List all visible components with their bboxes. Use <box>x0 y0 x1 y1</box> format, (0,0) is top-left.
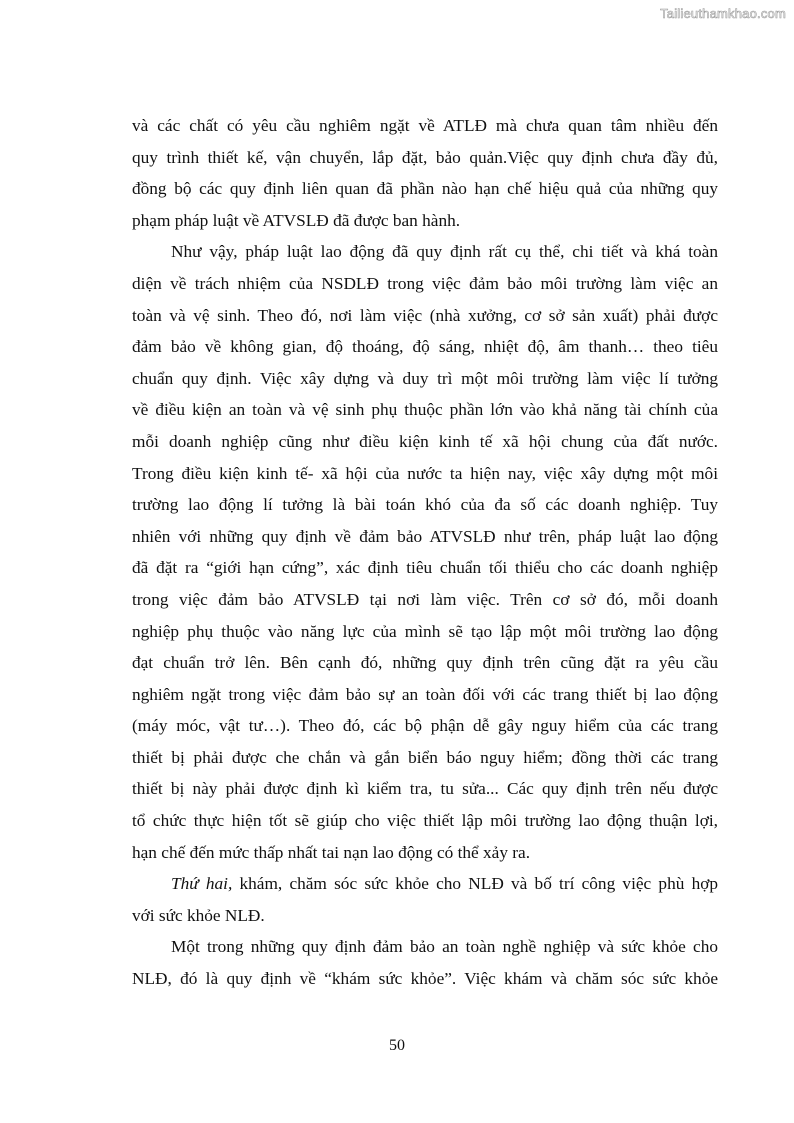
text-line: trong việc đảm bảo ATVSLĐ tại nơi làm việc. Trên cơ sở đó, mỗi doanh <box>132 589 718 609</box>
paragraph-1 <box>132 110 718 236</box>
text-line: (máy móc, vật tư…). Theo đó, các bộ phận dễ gây nguy hiểm của các trang <box>132 716 718 736</box>
text-line: đạt chuẩn trở lên. Bên cạnh đó, những quy định trên cũng đặt ra yêu cầu <box>132 653 718 673</box>
text-line: thiết bị này phải được định kì kiểm tra, tu sửa... Các quy định trên nếu được <box>132 779 718 799</box>
text-line: hạn chế đến mức thấp nhất tai nạn lao động có thể xảy ra. <box>132 842 531 862</box>
text-line: đảm bảo về không gian, độ thoáng, độ sáng, nhiệt độ, âm thanh… theo tiêu <box>132 337 718 357</box>
text-line: tổ chức thực hiện tốt sẽ giúp cho việc thiết lập môi trường lao động thuận lợi, <box>132 811 718 831</box>
text-line: chuẩn quy định. Việc xây dựng và duy trì một môi trường làm việc lí tưởng <box>132 368 718 388</box>
text-line: quy trình thiết kế, vận chuyển, lắp đặt, bảo quản.Việc quy định chưa đầy đủ, <box>132 147 718 167</box>
text-line: NLĐ, đó là quy định về “khám sức khỏe”. Việc khám và chăm sóc sức khỏe <box>132 969 718 989</box>
text-line: nhiên với những quy định về đảm bảo ATVSLĐ như trên, pháp luật lao động <box>132 526 718 546</box>
text-line: diện về trách nhiệm của NSDLĐ trong việc đảm bảo môi trường làm việc an <box>132 273 718 293</box>
text-line: nghiệp phụ thuộc vào năng lực của mình sẽ tạo lập một môi trường lao động <box>132 621 718 641</box>
text-line: về điều kiện an toàn và vệ sinh phụ thuộc phần lớn vào khả năng tài chính của <box>132 400 718 420</box>
watermark-text: Tailieuthamkhao.com <box>660 6 786 21</box>
italic-lead: Thứ hai, <box>171 874 233 894</box>
page-number: 50 <box>389 1037 405 1054</box>
text-line: với sức khỏe NLĐ. <box>132 905 265 925</box>
text-line: phạm pháp luật về ATVSLĐ đã được ban hành. <box>132 210 461 230</box>
text-line: trường lao động lí tưởng là bài toán khó của đa số các doanh nghiệp. Tuy <box>132 495 718 515</box>
text-line: toàn và vệ sinh. Theo đó, nơi làm việc (nhà xưởng, cơ sở sản xuất) phải được <box>132 305 718 325</box>
text-line: thiết bị phải được che chắn và gắn biển báo nguy hiểm; đồng thời các trang <box>132 747 718 767</box>
text-line: Trong điều kiện kinh tế- xã hội của nước ta hiện nay, việc xây dựng một môi <box>132 463 718 483</box>
text-line: nghiêm ngặt trong việc đảm bảo sự an toàn đối với các trang thiết bị lao động <box>132 684 718 704</box>
line-rest: khám, chăm sóc sức khỏe cho NLĐ và bố trí công việc phù hợp <box>232 874 718 894</box>
text-line: Một trong những quy định đảm bảo an toàn nghề nghiệp và sức khỏe cho <box>171 937 718 957</box>
paragraph-2 <box>132 236 718 868</box>
document-body <box>132 110 718 995</box>
text-line: Như vậy, pháp luật lao động đã quy định rất cụ thể, chi tiết và khá toàn <box>171 242 718 262</box>
paragraph-3 <box>132 868 718 931</box>
text-line: và các chất có yêu cầu nghiêm ngặt về ATLĐ mà chưa quan tâm nhiều đến <box>132 116 718 135</box>
paragraph-4 <box>132 931 718 994</box>
text-line: đồng bộ các quy định liên quan đã phần nào hạn chế hiệu quả của những quy <box>132 179 718 199</box>
text-line: đã đặt ra “giới hạn cứng”, xác định tiêu chuẩn tối thiểu cho các doanh nghiệp <box>132 558 718 578</box>
text-line <box>132 868 718 900</box>
text-line: mỗi doanh nghiệp cũng như điều kiện kinh tế xã hội chung của đất nước. <box>132 431 718 451</box>
